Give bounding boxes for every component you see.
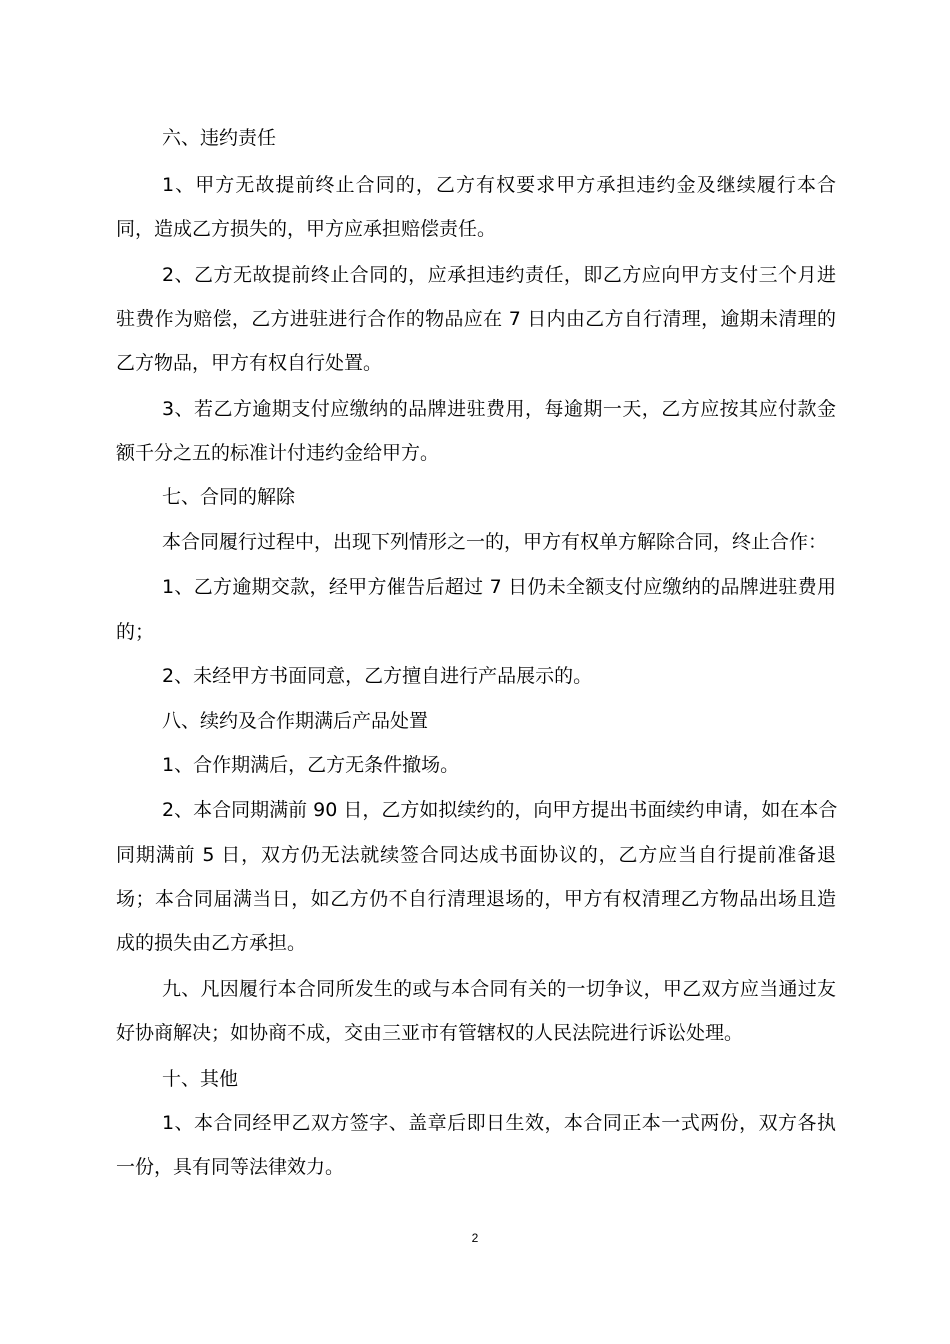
paragraph-line: 3、若乙方逾期支付应缴纳的品牌进驻费用，每逾期一天，乙方应按其应付款金 <box>162 398 836 420</box>
paragraph-line: 驻费作为赔偿，乙方进驻进行合作的物品应在 7 日内由乙方自行清理，逾期未清理的 <box>116 308 836 330</box>
paragraph-line: 1、甲方无故提前终止合同的，乙方有权要求甲方承担违约金及继续履行本合 <box>162 174 836 196</box>
paragraph-line: 成的损失由乙方承担。 <box>116 932 307 954</box>
paragraph-line: 九、凡因履行本合同所发生的或与本合同有关的一切争议，甲乙双方应当通过友 <box>162 978 836 1000</box>
paragraph-line: 乙方物品，甲方有权自行处置。 <box>116 352 383 374</box>
paragraph-line: 1、合作期满后，乙方无条件撤场。 <box>162 754 460 776</box>
paragraph-line: 2、未经甲方书面同意，乙方擅自进行产品展示的。 <box>162 665 593 687</box>
paragraph-line: 1、乙方逾期交款，经甲方催告后超过 7 日仍未全额支付应缴纳的品牌进驻费用 <box>162 576 836 598</box>
paragraph-line: 1、本合同经甲乙双方签字、盖章后即日生效，本合同正本一式两份，双方各执 <box>162 1112 836 1134</box>
paragraph-line: 2、本合同期满前 90 日，乙方如拟续约的，向甲方提出书面续约申请，如在本合 <box>162 799 838 821</box>
paragraph-line: 2、乙方无故提前终止合同的，应承担违约责任，即乙方应向甲方支付三个月进 <box>162 264 836 286</box>
paragraph-line: 额千分之五的标准计付违约金给甲方。 <box>116 442 440 464</box>
paragraph-line: 的； <box>116 621 155 643</box>
section-heading-other: 十、其他 <box>162 1068 239 1090</box>
page-number: 2 <box>471 1231 479 1245</box>
paragraph-line: 好协商解决；如协商不成，交由三亚市有管辖权的人民法院进行诉讼处理。 <box>116 1022 744 1044</box>
paragraph-line: 场；本合同届满当日，如乙方仍不自行清理退场的，甲方有权清理乙方物品出场且造 <box>116 888 836 910</box>
paragraph-line: 一份，具有同等法律效力。 <box>116 1156 345 1178</box>
section-heading-renewal: 八、续约及合作期满后产品处置 <box>162 710 429 732</box>
paragraph-line: 同，造成乙方损失的，甲方应承担赔偿责任。 <box>116 218 497 240</box>
paragraph-line: 同期满前 5 日，双方仍无法就续签合同达成书面协议的，乙方应当自行提前准备退 <box>116 844 836 866</box>
paragraph-line: 本合同履行过程中，出现下列情形之一的，甲方有权单方解除合同，终止合作： <box>162 531 828 553</box>
section-heading-breach-liability: 六、违约责任 <box>162 127 277 149</box>
section-heading-termination: 七、合同的解除 <box>162 486 296 508</box>
